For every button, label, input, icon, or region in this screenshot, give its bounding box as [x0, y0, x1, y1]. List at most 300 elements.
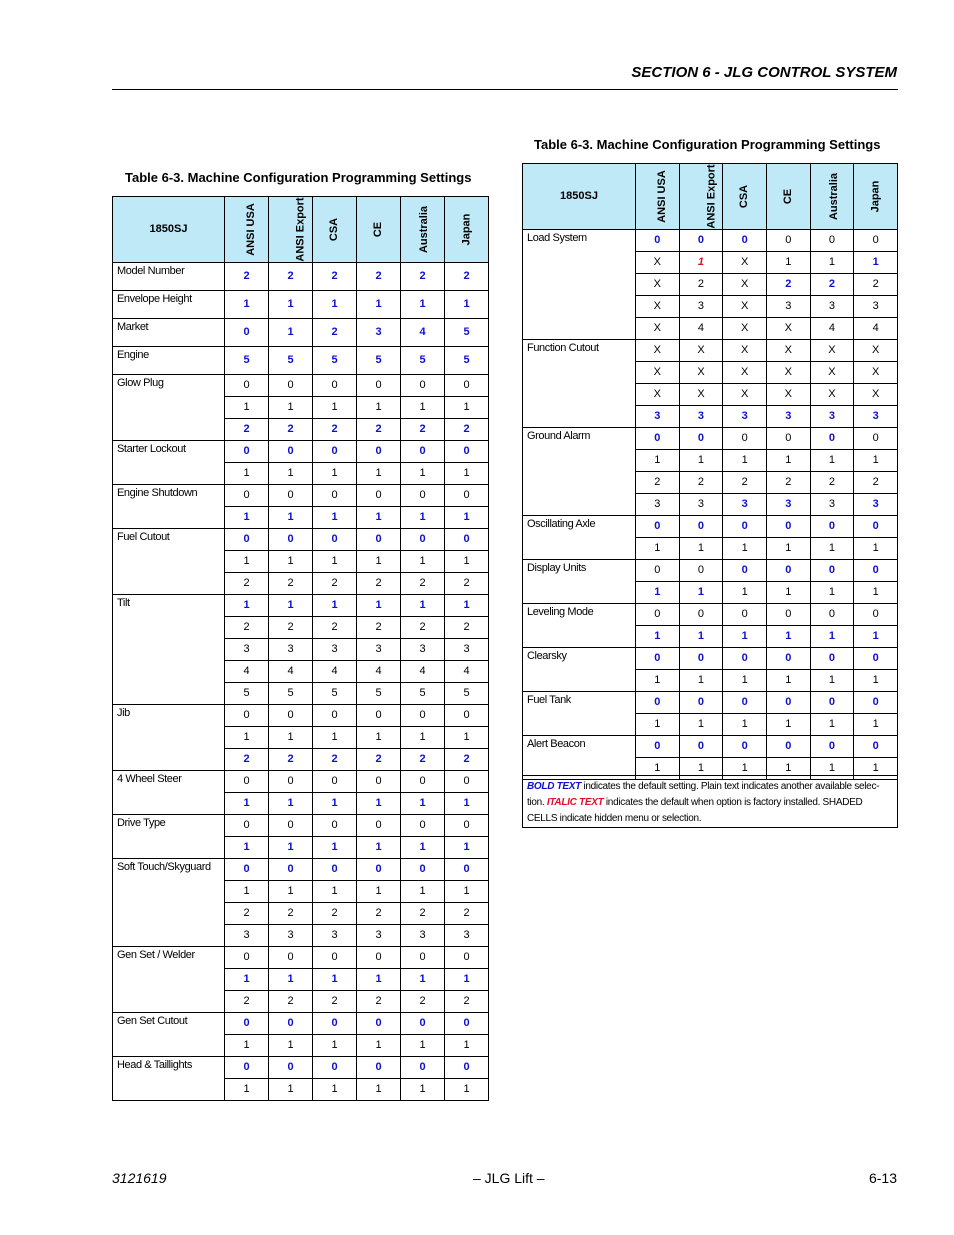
setting-value: 3: [636, 494, 680, 516]
setting-value: 0: [636, 428, 680, 450]
setting-value: 1: [445, 507, 489, 529]
setting-value: 0: [766, 516, 810, 538]
setting-value: X: [679, 362, 723, 384]
setting-value: 1: [810, 252, 854, 274]
setting-value: 0: [269, 485, 313, 507]
setting-value: 4: [357, 661, 401, 683]
setting-value: 1: [401, 595, 445, 617]
setting-value: 1: [313, 291, 357, 319]
setting-value: 2: [225, 903, 269, 925]
setting-value: 0: [225, 1013, 269, 1035]
setting-value: 3: [810, 494, 854, 516]
setting-value: 0: [679, 736, 723, 758]
setting-value: 1: [810, 714, 854, 736]
setting-value: 1: [225, 837, 269, 859]
setting-value: 3: [766, 296, 810, 318]
setting-value: 1: [357, 727, 401, 749]
setting-value: 5: [269, 683, 313, 705]
table-row: [113, 263, 489, 291]
setting-value: 0: [313, 815, 357, 837]
setting-value: 1: [401, 1079, 445, 1101]
setting-value: 0: [723, 516, 767, 538]
setting-value: 2: [313, 419, 357, 441]
setting-value: 0: [766, 692, 810, 714]
setting-value: 0: [636, 516, 680, 538]
setting-value: 0: [357, 815, 401, 837]
setting-value: 0: [679, 428, 723, 450]
setting-value: 3: [313, 639, 357, 661]
setting-value: 2: [679, 274, 723, 296]
setting-value: 1: [313, 551, 357, 573]
setting-value: 2: [679, 472, 723, 494]
setting-value: 0: [723, 736, 767, 758]
setting-value: 0: [357, 947, 401, 969]
setting-value: 1: [636, 538, 680, 560]
table-row: [523, 736, 898, 758]
table-row: [113, 595, 489, 617]
setting-name: Engine: [113, 347, 225, 375]
setting-value: 1: [854, 450, 898, 472]
setting-value: 1: [269, 507, 313, 529]
setting-value: 0: [854, 648, 898, 670]
setting-value: 0: [723, 230, 767, 252]
setting-value: 0: [401, 375, 445, 397]
setting-value: 2: [313, 573, 357, 595]
setting-value: 1: [636, 582, 680, 604]
setting-value: 1: [357, 507, 401, 529]
setting-value: 2: [357, 617, 401, 639]
setting-value: 2: [269, 263, 313, 291]
setting-value: 0: [401, 947, 445, 969]
setting-value: 1: [636, 714, 680, 736]
setting-value: 0: [679, 560, 723, 582]
setting-value: 4: [401, 661, 445, 683]
setting-value: 0: [225, 859, 269, 881]
setting-value: 1: [269, 837, 313, 859]
setting-value: 1: [445, 1035, 489, 1057]
setting-value: 1: [679, 758, 723, 780]
setting-value: 2: [854, 472, 898, 494]
setting-value: 0: [766, 560, 810, 582]
setting-value: 0: [401, 705, 445, 727]
setting-value: 1: [723, 582, 767, 604]
setting-value: 0: [854, 230, 898, 252]
setting-value: 3: [225, 925, 269, 947]
setting-value: 1: [357, 595, 401, 617]
table-row: [113, 291, 489, 319]
setting-value: 0: [225, 441, 269, 463]
setting-value: 0: [810, 648, 854, 670]
setting-value: 0: [313, 485, 357, 507]
setting-value: 0: [445, 529, 489, 551]
setting-value: 0: [225, 485, 269, 507]
setting-value: 0: [269, 441, 313, 463]
setting-value: 0: [401, 529, 445, 551]
setting-value: 1: [313, 1035, 357, 1057]
right-config-table: [522, 163, 898, 780]
right-table-caption: Table 6-3. Machine Configuration Programming Settings: [534, 137, 881, 152]
setting-name: 4 Wheel Steer: [113, 771, 225, 815]
setting-value: 1: [445, 595, 489, 617]
setting-value: 0: [445, 815, 489, 837]
setting-value: 2: [401, 419, 445, 441]
setting-value: 0: [269, 375, 313, 397]
setting-value: 2: [723, 472, 767, 494]
setting-value: 0: [445, 705, 489, 727]
setting-value: 1: [445, 881, 489, 903]
setting-value: 0: [679, 692, 723, 714]
setting-value: 0: [357, 859, 401, 881]
setting-value: 0: [810, 230, 854, 252]
setting-value: 2: [225, 991, 269, 1013]
setting-value: 1: [810, 582, 854, 604]
setting-value: 1: [636, 626, 680, 648]
setting-value: 1: [269, 397, 313, 419]
setting-value: 5: [313, 683, 357, 705]
setting-value: 1: [357, 551, 401, 573]
model-header: 1850SJ: [113, 197, 225, 263]
setting-value: 1: [766, 252, 810, 274]
setting-value: 0: [766, 428, 810, 450]
setting-name: Model Number: [113, 263, 225, 291]
setting-value: 1: [225, 463, 269, 485]
setting-value: 2: [401, 903, 445, 925]
setting-value: 3: [357, 319, 401, 347]
setting-value: 0: [679, 648, 723, 670]
table-row: [523, 516, 898, 538]
setting-value: 1: [854, 670, 898, 692]
setting-value: 1: [766, 758, 810, 780]
setting-value: 4: [313, 661, 357, 683]
setting-value: X: [766, 384, 810, 406]
setting-value: 0: [636, 560, 680, 582]
setting-value: 0: [636, 230, 680, 252]
setting-value: 1: [401, 881, 445, 903]
setting-value: 4: [401, 319, 445, 347]
setting-value: 2: [401, 263, 445, 291]
setting-value: 3: [810, 406, 854, 428]
setting-name: Starter Lockout: [113, 441, 225, 485]
setting-value: 0: [445, 441, 489, 463]
setting-value: 2: [810, 472, 854, 494]
setting-value: 0: [269, 1057, 313, 1079]
setting-value: 0: [445, 771, 489, 793]
setting-value: 0: [854, 560, 898, 582]
setting-value: 1: [401, 1035, 445, 1057]
setting-value: X: [766, 362, 810, 384]
setting-value: X: [723, 252, 767, 274]
setting-value: 2: [269, 903, 313, 925]
setting-value: 2: [313, 263, 357, 291]
table-row: [523, 230, 898, 252]
setting-value: X: [636, 318, 680, 340]
setting-value: 0: [723, 648, 767, 670]
setting-value: 0: [445, 485, 489, 507]
setting-value: 2: [445, 749, 489, 771]
setting-value: 1: [445, 837, 489, 859]
setting-value: 0: [445, 1057, 489, 1079]
setting-value: 1: [225, 397, 269, 419]
setting-value: 2: [313, 319, 357, 347]
setting-value: 1: [313, 463, 357, 485]
setting-value: X: [810, 362, 854, 384]
setting-value: 1: [810, 626, 854, 648]
setting-value: 1: [445, 291, 489, 319]
table-row: [113, 705, 489, 727]
footer-center: – JLG Lift –: [473, 1170, 545, 1186]
setting-value: 1: [225, 969, 269, 991]
setting-value: 3: [723, 406, 767, 428]
setting-value: 0: [723, 692, 767, 714]
setting-value: 3: [269, 925, 313, 947]
setting-value: 1: [766, 582, 810, 604]
setting-value: 1: [357, 397, 401, 419]
setting-value: 0: [357, 529, 401, 551]
setting-value: X: [636, 384, 680, 406]
setting-value: 0: [313, 771, 357, 793]
setting-value: 3: [445, 639, 489, 661]
table-row: [113, 815, 489, 837]
setting-value: 3: [810, 296, 854, 318]
table-row: [113, 859, 489, 881]
setting-value: 0: [225, 375, 269, 397]
setting-name: Glow Plug: [113, 375, 225, 441]
setting-value: 1: [225, 1079, 269, 1101]
setting-value: 1: [854, 582, 898, 604]
setting-value: 0: [401, 859, 445, 881]
setting-value: 5: [445, 347, 489, 375]
legend-bold-label: BOLD TEXT: [527, 781, 581, 792]
setting-value: 0: [313, 947, 357, 969]
setting-value: 1: [445, 397, 489, 419]
setting-value: 5: [445, 683, 489, 705]
setting-value: 1: [854, 538, 898, 560]
legend-bold-desc: indicates the default setting. Plain text indicates another available selec-tion.: [527, 781, 880, 808]
setting-value: 1: [401, 291, 445, 319]
table-row: [113, 1013, 489, 1035]
setting-value: 0: [357, 485, 401, 507]
setting-value: 1: [269, 319, 313, 347]
setting-value: 0: [269, 859, 313, 881]
setting-value: 4: [810, 318, 854, 340]
setting-value: 2: [357, 903, 401, 925]
setting-name: Function Cutout: [523, 340, 636, 428]
setting-value: 1: [225, 793, 269, 815]
setting-value: 3: [401, 925, 445, 947]
setting-value: 1: [723, 714, 767, 736]
table-row: [113, 485, 489, 507]
setting-value: 2: [357, 991, 401, 1013]
model-header: 1850SJ: [523, 164, 636, 230]
setting-value: 3: [357, 639, 401, 661]
setting-value: 0: [723, 560, 767, 582]
setting-value: 2: [313, 617, 357, 639]
setting-value: 1: [357, 837, 401, 859]
setting-value: 1: [313, 793, 357, 815]
setting-value: 0: [810, 560, 854, 582]
setting-value: 3: [225, 639, 269, 661]
setting-value: 2: [401, 573, 445, 595]
setting-value: 2: [401, 991, 445, 1013]
column-header: Japan: [445, 197, 489, 263]
setting-name: Gen Set / Welder: [113, 947, 225, 1013]
setting-value: 1: [401, 969, 445, 991]
setting-value: 1: [723, 670, 767, 692]
setting-value: 1: [357, 969, 401, 991]
setting-name: Clearsky: [523, 648, 636, 692]
setting-value: 0: [357, 441, 401, 463]
setting-value: 2: [854, 274, 898, 296]
setting-value: 0: [269, 771, 313, 793]
setting-value: X: [636, 362, 680, 384]
setting-value: 5: [313, 347, 357, 375]
table-row: [113, 947, 489, 969]
column-header: Australia: [401, 197, 445, 263]
setting-value: 1: [401, 463, 445, 485]
setting-value: 1: [445, 463, 489, 485]
setting-value: 1: [225, 727, 269, 749]
setting-value: X: [723, 362, 767, 384]
setting-value: 1: [810, 758, 854, 780]
setting-value: 1: [679, 626, 723, 648]
setting-value: X: [810, 340, 854, 362]
setting-value: 1: [357, 881, 401, 903]
setting-value: 3: [445, 925, 489, 947]
setting-value: 3: [679, 406, 723, 428]
setting-value: 0: [636, 736, 680, 758]
setting-value: 0: [357, 375, 401, 397]
setting-value: 1: [225, 1035, 269, 1057]
setting-value: 0: [401, 485, 445, 507]
setting-value: 1: [854, 758, 898, 780]
setting-value: 0: [357, 705, 401, 727]
setting-value: 5: [357, 347, 401, 375]
setting-value: 1: [357, 291, 401, 319]
setting-value: 1: [636, 450, 680, 472]
table-row: [113, 319, 489, 347]
setting-value: X: [723, 340, 767, 362]
setting-value: 1: [445, 1079, 489, 1101]
setting-value: 1: [401, 727, 445, 749]
setting-name: Soft Touch/Skyguard: [113, 859, 225, 947]
setting-value: 4: [225, 661, 269, 683]
setting-value: 3: [313, 925, 357, 947]
setting-value: 2: [269, 749, 313, 771]
setting-value: 0: [225, 815, 269, 837]
setting-value: 3: [636, 406, 680, 428]
setting-name: Leveling Mode: [523, 604, 636, 648]
setting-value: 1: [723, 758, 767, 780]
setting-value: 1: [313, 837, 357, 859]
setting-name: Head & Taillights: [113, 1057, 225, 1101]
setting-name: Alert Beacon: [523, 736, 636, 780]
setting-value: 1: [357, 793, 401, 815]
setting-value: 0: [766, 230, 810, 252]
setting-value: X: [723, 296, 767, 318]
legend-italic-label: ITALIC TEXT: [546, 797, 604, 808]
setting-value: 0: [269, 1013, 313, 1035]
setting-value: 0: [225, 705, 269, 727]
column-header: ANSI USA: [636, 164, 680, 230]
setting-value: 3: [357, 925, 401, 947]
footer-doc-number: 3121619: [112, 1170, 167, 1186]
setting-name: Gen Set Cutout: [113, 1013, 225, 1057]
setting-value: 1: [679, 714, 723, 736]
setting-value: 1: [401, 397, 445, 419]
setting-value: 0: [313, 859, 357, 881]
setting-value: 1: [313, 881, 357, 903]
setting-value: 3: [854, 296, 898, 318]
setting-value: 2: [357, 263, 401, 291]
setting-value: 2: [357, 573, 401, 595]
setting-value: 0: [269, 705, 313, 727]
setting-value: 0: [679, 230, 723, 252]
setting-value: 1: [766, 714, 810, 736]
setting-value: 1: [679, 670, 723, 692]
setting-value: 0: [357, 1057, 401, 1079]
setting-value: 2: [225, 419, 269, 441]
setting-value: 1: [269, 291, 313, 319]
table-row: [113, 347, 489, 375]
setting-value: X: [636, 340, 680, 362]
table-row: [113, 529, 489, 551]
setting-value: 0: [445, 859, 489, 881]
setting-value: 2: [357, 419, 401, 441]
setting-value: 1: [313, 1079, 357, 1101]
setting-value: 1: [313, 595, 357, 617]
setting-value: 0: [723, 604, 767, 626]
setting-value: 0: [636, 604, 680, 626]
setting-name: Envelope Height: [113, 291, 225, 319]
setting-value: 1: [269, 551, 313, 573]
setting-value: 0: [679, 516, 723, 538]
setting-value: 2: [445, 617, 489, 639]
setting-value: X: [766, 318, 810, 340]
setting-name: Fuel Tank: [523, 692, 636, 736]
table-row: [523, 560, 898, 582]
setting-value: 0: [401, 771, 445, 793]
setting-value: 0: [357, 771, 401, 793]
setting-value: 1: [445, 727, 489, 749]
setting-value: 2: [401, 749, 445, 771]
setting-value: X: [679, 384, 723, 406]
setting-value: X: [679, 340, 723, 362]
setting-value: 0: [225, 947, 269, 969]
setting-value: 0: [810, 692, 854, 714]
setting-value: 5: [225, 347, 269, 375]
setting-value: 1: [357, 463, 401, 485]
setting-value: 1: [723, 626, 767, 648]
setting-value: 0: [445, 1013, 489, 1035]
setting-value: 1: [854, 252, 898, 274]
setting-value: 1: [357, 1079, 401, 1101]
setting-value: 0: [401, 441, 445, 463]
setting-value: 0: [854, 516, 898, 538]
setting-value: 2: [269, 617, 313, 639]
setting-value: 3: [679, 296, 723, 318]
setting-value: 2: [810, 274, 854, 296]
setting-value: 1: [225, 595, 269, 617]
setting-value: 4: [269, 661, 313, 683]
setting-value: 2: [445, 903, 489, 925]
setting-value: 3: [269, 639, 313, 661]
setting-value: 1: [854, 626, 898, 648]
setting-value: 5: [401, 347, 445, 375]
setting-value: 0: [723, 428, 767, 450]
header-rule: [112, 89, 898, 90]
column-header: CSA: [313, 197, 357, 263]
setting-value: X: [723, 384, 767, 406]
